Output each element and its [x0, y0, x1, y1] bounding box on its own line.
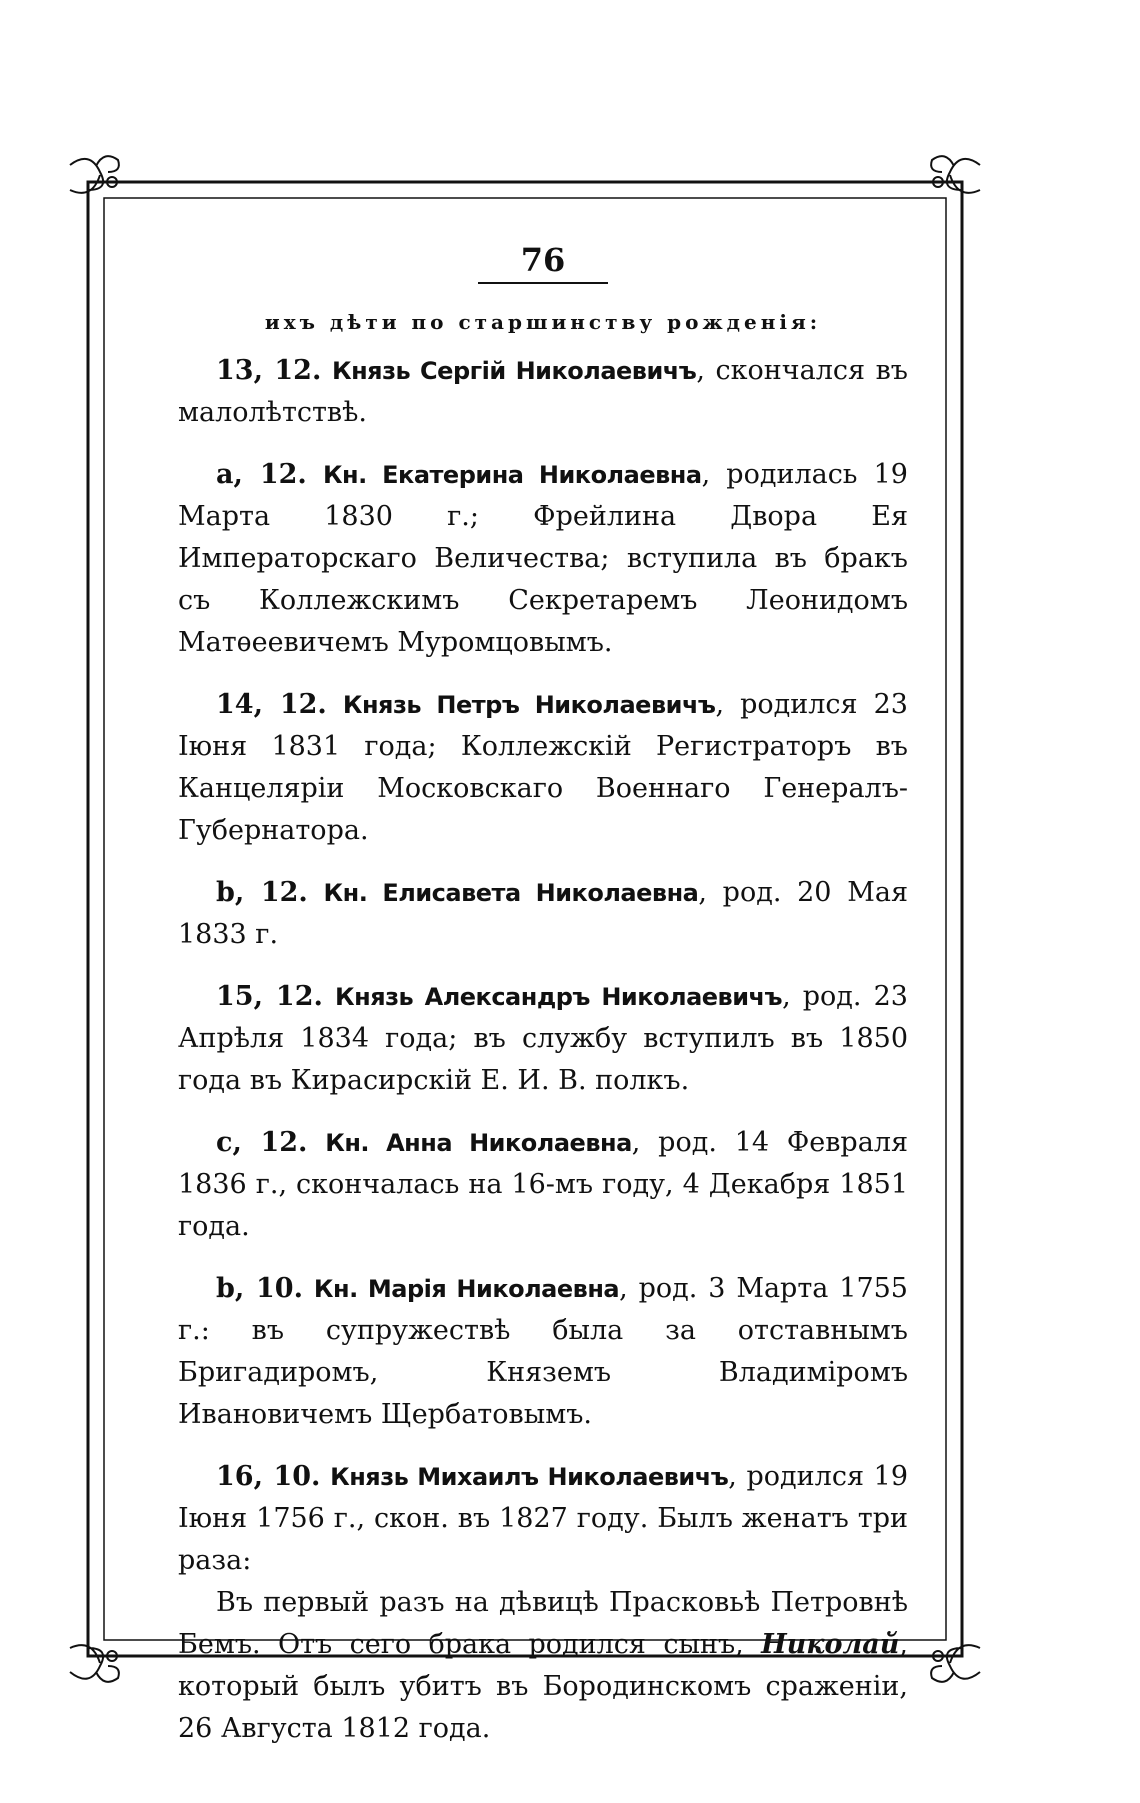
entry-name: Кн. Марія Николаевна	[313, 1275, 620, 1303]
entry-text: , родился 23 Іюня 1831 года; Коллежскій Регистраторъ въ Канцеляріи Московскаго Военнаго Генералъ-Губернатора.	[178, 689, 908, 846]
genealogy-entry	[178, 1268, 908, 1436]
entry-number: 13, 12.	[216, 355, 322, 386]
genealogy-entry	[178, 976, 908, 1102]
entry-number: b, 12.	[216, 877, 308, 908]
paragraph-text-after: , который былъ убитъ въ Бородинскомъ сраженіи, 26 Августа 1812 года.	[178, 1629, 908, 1744]
genealogy-entry	[178, 1456, 908, 1582]
entry-name: Кн. Анна Николаевна	[325, 1129, 632, 1157]
page-content	[178, 240, 908, 1750]
entry-number: c, 12.	[216, 1127, 308, 1158]
genealogy-entry	[178, 350, 908, 434]
entry-number: a, 12.	[216, 459, 307, 490]
child-name: Николай	[761, 1629, 900, 1660]
corner-ornament-bottom-left	[70, 1645, 119, 1682]
entry-text: , родился 19 Іюня 1756 г., скон. въ 1827 году. Былъ женатъ три раза:	[178, 1461, 908, 1576]
entry-text: , род. 20 Мая 1833 г.	[178, 877, 908, 950]
entry-name: Князь Петръ Николаевичъ	[342, 691, 716, 719]
entry-name: Князь Александръ Николаевичъ	[335, 983, 783, 1011]
entry-text: , родилась 19 Марта 1830 г.; Фрейлина Двора Ея Императорскаго Величества; вступила въ бракъ съ Коллежскимъ Секретаремъ Леонидомъ Матѳеевичемъ Муромцовымъ.	[178, 459, 908, 658]
entry-text: , род. 14 Февраля 1836 г., скончалась на 16-мъ году, 4 Декабря 1851 года.	[178, 1127, 909, 1242]
entry-number: b, 10.	[216, 1273, 303, 1304]
corner-ornament-top-right	[931, 156, 980, 193]
entry-name: Кн. Елисавета Николаевна	[323, 879, 699, 907]
corner-ornament-top-left	[70, 156, 119, 193]
genealogy-entry	[178, 872, 908, 956]
paragraph-text-before: Въ первый разъ на дѣвицѣ Прасковьѣ Петровнѣ Бемъ. Отъ сего брака родился сынъ,	[178, 1587, 908, 1660]
entry-number: 15, 12.	[216, 981, 323, 1012]
corner-ornament-bottom-right	[931, 1645, 980, 1682]
page-number: 76	[478, 240, 608, 284]
genealogy-entry	[178, 1122, 908, 1248]
entry-name: Князь Сергій Николаевичъ	[331, 357, 697, 385]
genealogy-entry	[178, 684, 908, 852]
entry-name: Кн. Екатерина Николаевна	[322, 461, 702, 489]
marriage-paragraph	[178, 1582, 908, 1750]
entry-text: , род. 3 Марта 1755 г.: въ супружествѣ была за отставнымъ Бригадиромъ, Княземъ Владиміромъ Ивановичемъ Щербатовымъ.	[178, 1273, 908, 1430]
entry-number: 16, 10.	[216, 1461, 321, 1492]
entry-number: 14, 12.	[216, 689, 327, 720]
section-heading: ихъ дѣти по старшинству рожденія:	[264, 310, 822, 334]
entry-text: , скончался въ малолѣтствѣ.	[178, 355, 908, 428]
entry-name: Князь Михаилъ Николаевичъ	[330, 1463, 729, 1491]
entry-text: , род. 23 Апрѣля 1834 года; въ службу вступилъ въ 1850 года въ Кирасирскій Е. И. В. полкъ.	[178, 981, 908, 1096]
genealogy-entry	[178, 454, 908, 664]
